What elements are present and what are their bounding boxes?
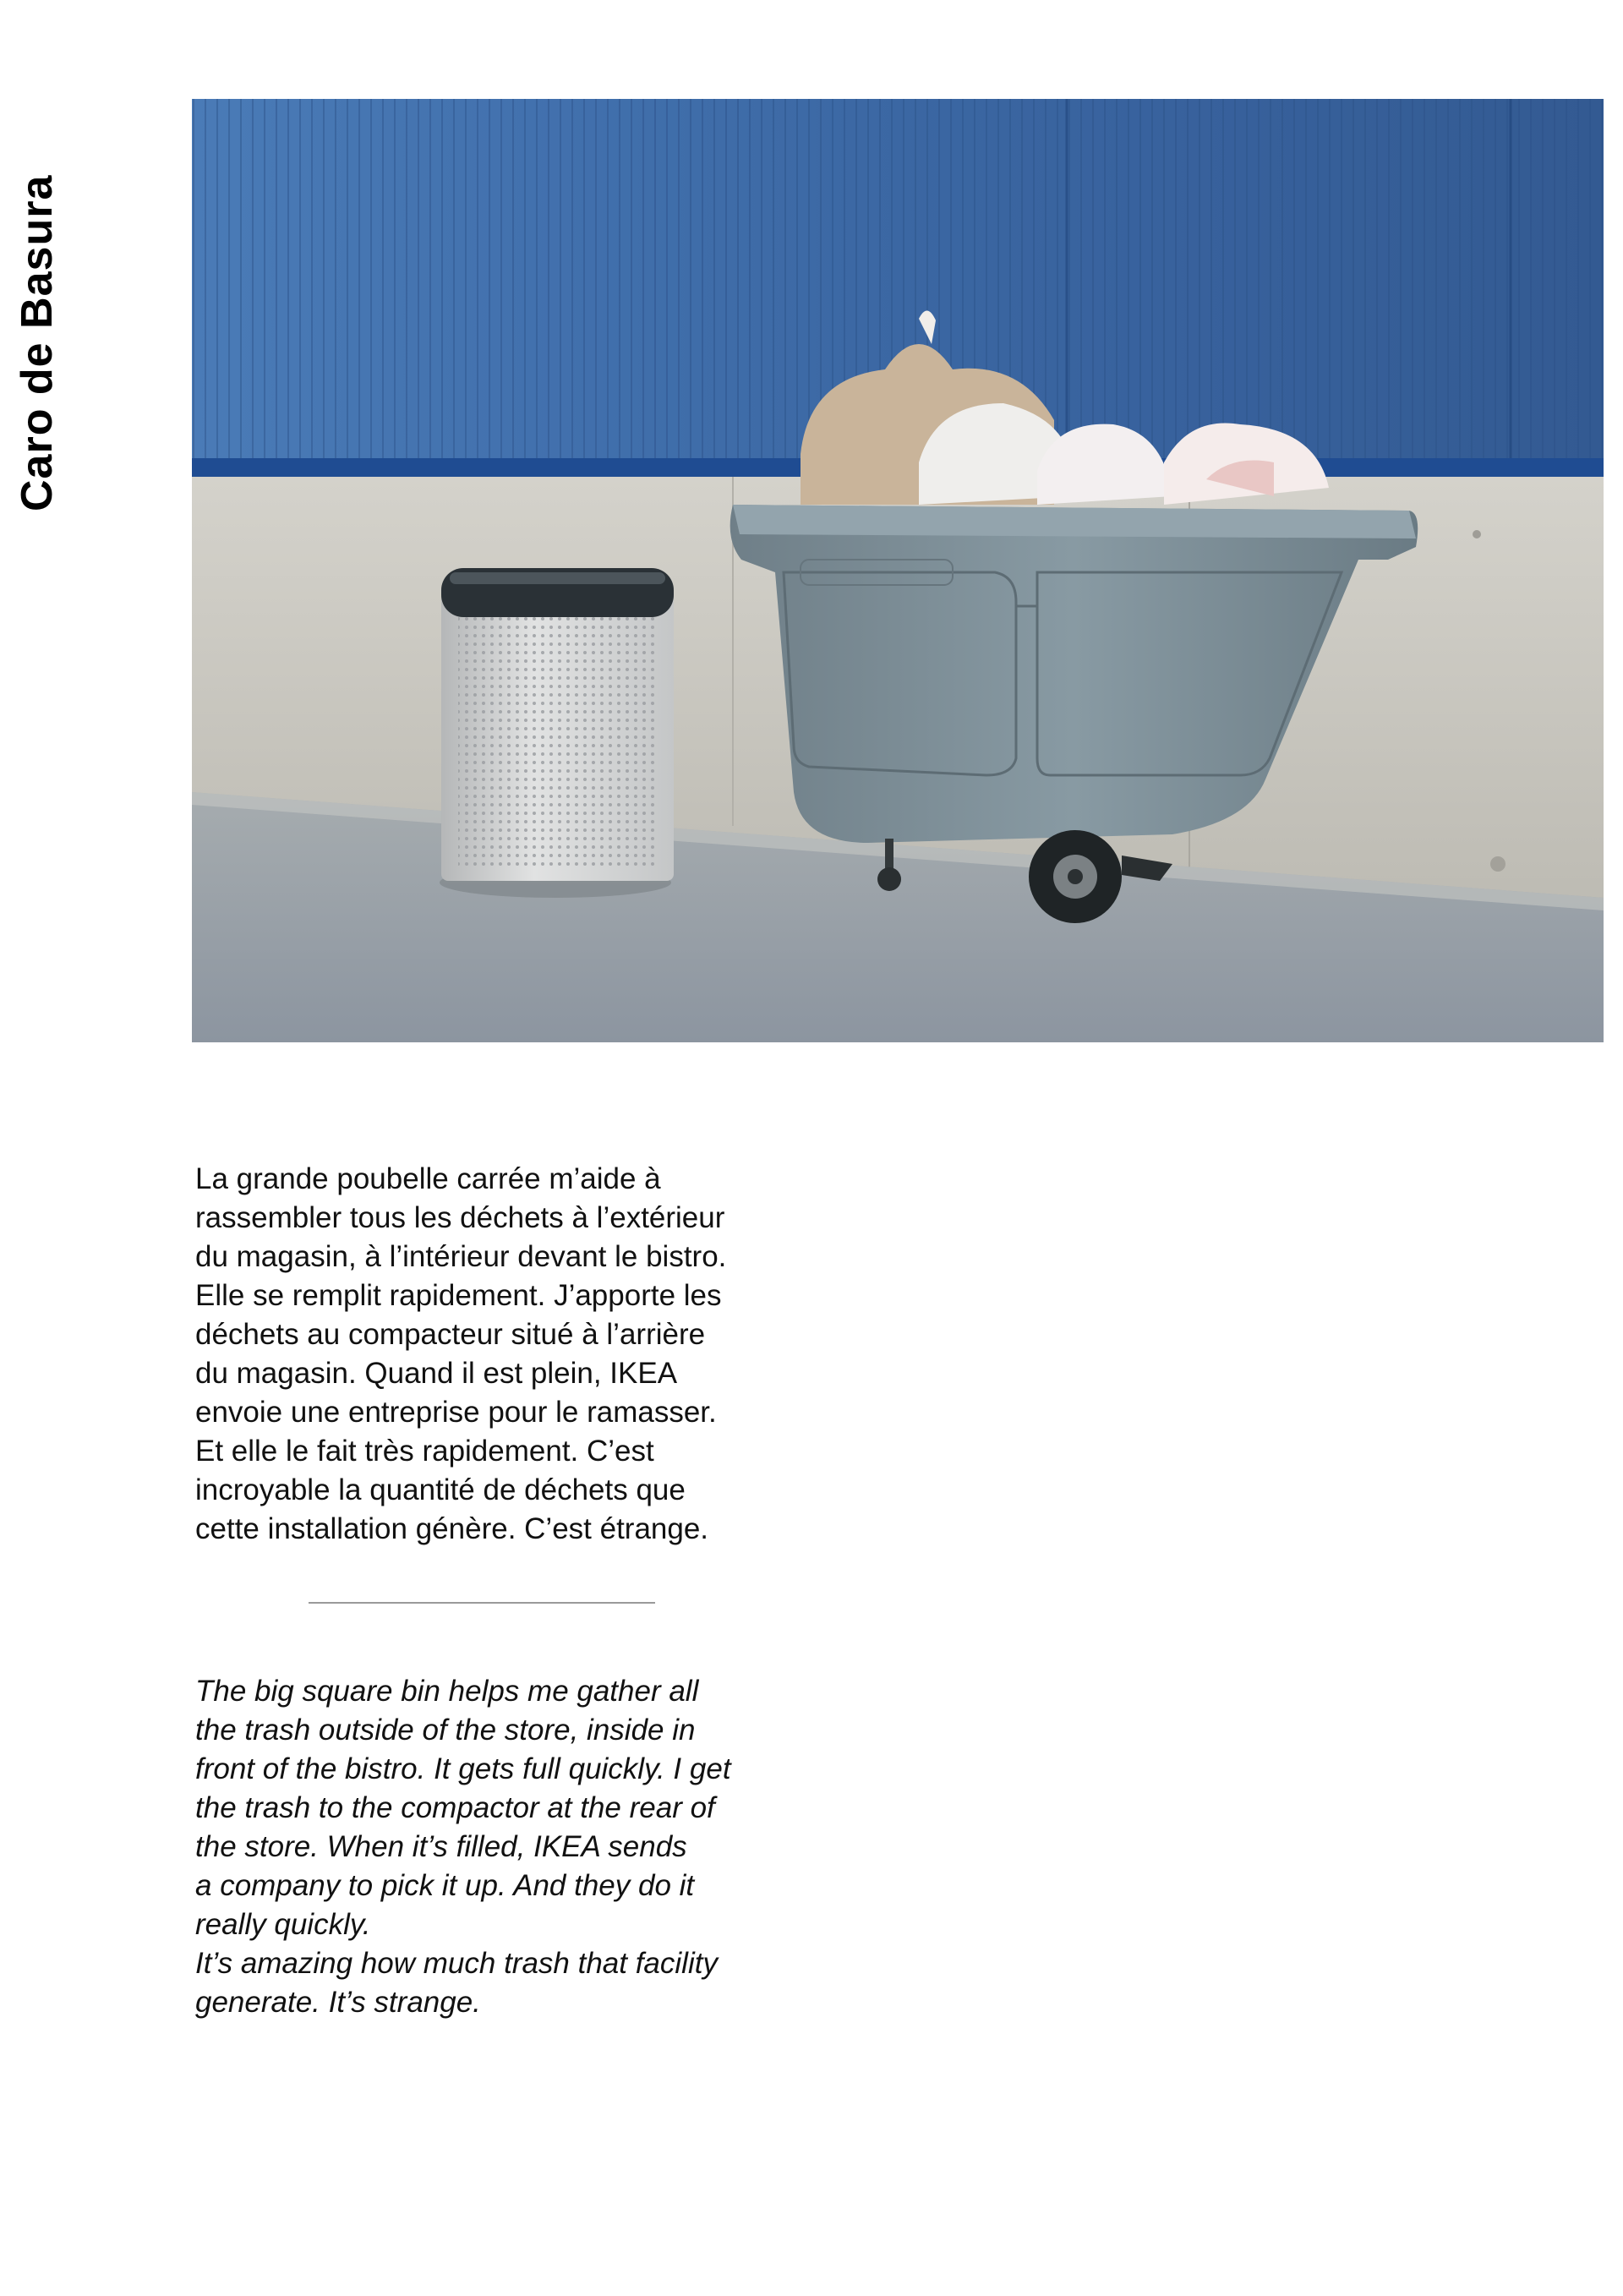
english-caption	[195, 1672, 821, 2022]
english-line: generate. It’s strange.	[195, 1986, 481, 2019]
french-line: Elle se remplit rapidement. J’apporte les	[195, 1279, 722, 1312]
french-line: La grande poubelle carrée m’aide à	[195, 1162, 661, 1195]
english-line: It’s amazing how much trash that facility	[195, 1947, 718, 1980]
photo-illustration	[192, 99, 1604, 1042]
english-line: the store. When it’s filled, IKEA sends	[195, 1830, 687, 1863]
english-line: The big square bin helps me gather all	[195, 1675, 699, 1708]
english-line: really quickly.	[195, 1908, 371, 1941]
side-title: Caro de Basura	[13, 174, 62, 511]
section-divider	[309, 1602, 655, 1604]
french-line: Et elle le fait très rapidement. C’est	[195, 1435, 654, 1468]
french-line: du magasin. Quand il est plein, IKEA	[195, 1357, 678, 1390]
french-line: cette installation génère. C’est étrange.	[195, 1512, 709, 1545]
photo-trash-bins	[192, 99, 1604, 1042]
english-line: front of the bistro. It gets full quickly. I get	[195, 1752, 731, 1785]
english-line: the trash outside of the store, inside in	[195, 1714, 696, 1747]
english-line: a company to pick it up. And they do it	[195, 1869, 695, 1902]
french-caption	[195, 1160, 804, 1549]
english-line: the trash to the compactor at the rear of	[195, 1791, 715, 1824]
french-line: du magasin, à l’intérieur devant le bistro.	[195, 1240, 727, 1273]
french-line: incroyable la quantité de déchets que	[195, 1473, 686, 1506]
french-line: envoie une entreprise pour le ramasser.	[195, 1396, 717, 1429]
french-line: rassembler tous les déchets à l’extérieur	[195, 1201, 725, 1234]
french-line: déchets au compacteur situé à l’arrière	[195, 1318, 706, 1351]
